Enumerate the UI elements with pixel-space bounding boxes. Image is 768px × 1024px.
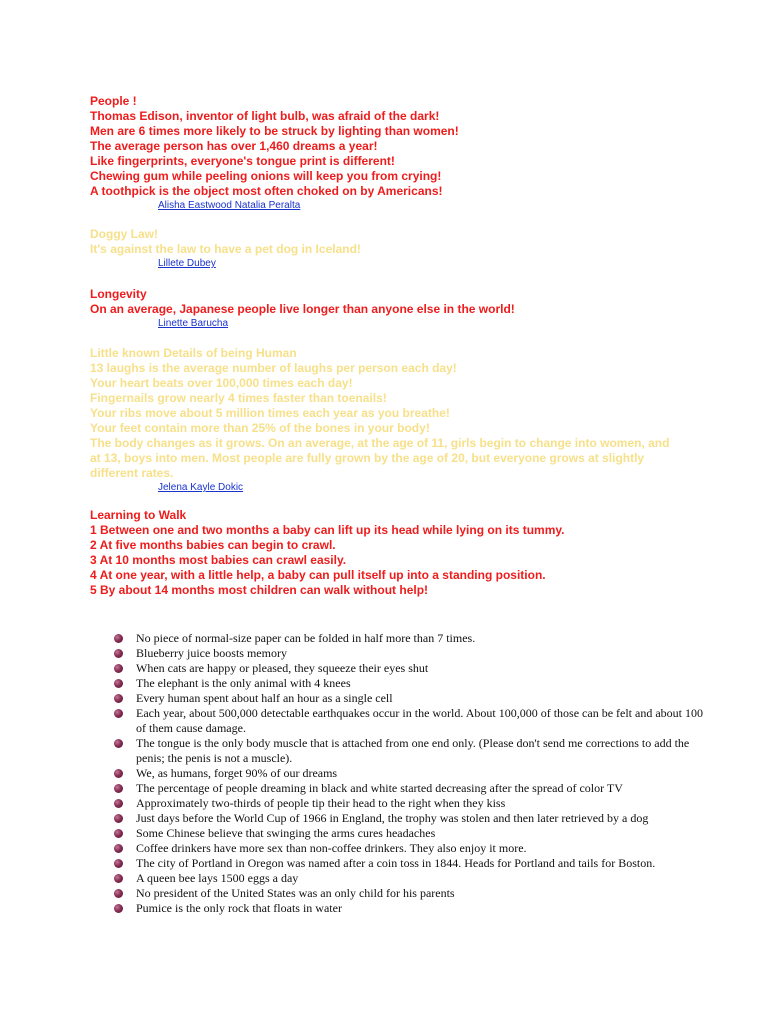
list-item — [112, 811, 712, 826]
fact-line: A toothpick is the object most often choked on by Americans! — [90, 184, 443, 198]
fact-line: Your heart beats over 100,000 times each day! — [90, 376, 353, 390]
author-credit-link[interactable]: Alisha Eastwood Natalia Peralta — [158, 200, 301, 211]
bullet-icon — [114, 649, 123, 658]
list-item-text: Every human spent about half an hour as a single cell — [136, 691, 393, 705]
bullet-icon — [114, 709, 123, 718]
list-item — [112, 766, 712, 781]
fact-bullet-list — [112, 631, 712, 916]
section-longevity — [90, 287, 710, 330]
bullet-icon — [114, 679, 123, 688]
bullet-icon — [114, 739, 123, 748]
bullet-icon — [114, 859, 123, 868]
list-item-text: Some Chinese believe that swinging the arms cures headaches — [136, 826, 436, 840]
bullet-icon — [114, 664, 123, 673]
bullet-icon — [114, 694, 123, 703]
list-item-text: We, as humans, forget 90% of our dreams — [136, 766, 338, 780]
list-item-text: No president of the United States was an only child for his parents — [136, 886, 455, 900]
section-human-details — [90, 346, 710, 494]
bullet-icon — [114, 904, 123, 913]
section-heading: Doggy Law! — [90, 227, 158, 241]
author-credit-link[interactable]: Jelena Kayle Dokic — [158, 482, 244, 493]
fact-line: 13 laughs is the average number of laughs per person each day! — [90, 361, 457, 375]
section-heading: Learning to Walk — [90, 508, 187, 522]
list-item-text: Pumice is the only rock that floats in water — [136, 901, 342, 915]
list-item — [112, 646, 712, 661]
author-credit-link[interactable]: Lillete Dubey — [158, 258, 216, 269]
list-item-text: Each year, about 500,000 detectable earthquakes occur in the world. About 100,000 of those can be felt and about 100 of them cause damage. — [136, 706, 704, 735]
bullet-icon — [114, 889, 123, 898]
fact-line: 1 Between one and two months a baby can lift up its head while lying on its tummy. — [90, 523, 565, 537]
fact-line: 5 By about 14 months most children can walk without help! — [90, 583, 429, 597]
fact-line: Fingernails grow nearly 4 times faster than toenails! — [90, 391, 387, 405]
bullet-icon — [114, 784, 123, 793]
list-item-text: The city of Portland in Oregon was named after a coin toss in 1844. Heads for Portland and tails for Boston. — [136, 856, 656, 870]
list-item-text: The percentage of people dreaming in black and white started decreasing after the spread of color TV — [136, 781, 623, 795]
fact-line: On an average, Japanese people live longer than anyone else in the world! — [90, 302, 515, 316]
fact-line: Thomas Edison, inventor of light bulb, was afraid of the dark! — [90, 109, 440, 123]
list-item — [112, 886, 712, 901]
list-item — [112, 826, 712, 841]
fact-line: Chewing gum while peeling onions will keep you from crying! — [90, 169, 442, 183]
bullet-icon — [114, 814, 123, 823]
fact-line: 3 At 10 months most babies can crawl easily. — [90, 553, 347, 567]
fact-line: Your feet contain more than 25% of the bones in your body! — [90, 421, 430, 435]
list-item-text: Blueberry juice boosts memory — [136, 646, 287, 660]
list-item — [112, 736, 712, 766]
list-item — [112, 856, 712, 871]
bullet-icon — [114, 634, 123, 643]
fact-line: Men are 6 times more likely to be struck by lighting than women! — [90, 124, 459, 138]
section-heading: Little known Details of being Human — [90, 346, 297, 360]
list-item-text: The tongue is the only body muscle that is attached from one end only. (Please don't send me corrections to add the penis; the penis is not a muscle). — [136, 736, 690, 765]
list-item-text: The elephant is the only animal with 4 knees — [136, 676, 351, 690]
list-item — [112, 871, 712, 886]
list-item — [112, 901, 712, 916]
bullet-icon — [114, 799, 123, 808]
fact-line: 4 At one year, with a little help, a baby can pull itself up into a standing position. — [90, 568, 546, 582]
section-doggy-law — [90, 227, 710, 270]
section-people — [90, 94, 710, 212]
section-heading: People ! — [90, 94, 137, 108]
fact-line: The average person has over 1,460 dreams a year! — [90, 139, 378, 153]
list-item — [112, 706, 712, 736]
list-item-text: When cats are happy or pleased, they squeeze their eyes shut — [136, 661, 429, 675]
list-item — [112, 841, 712, 856]
author-credit-link[interactable]: Linette Barucha — [158, 318, 229, 329]
bullet-icon — [114, 874, 123, 883]
list-item-text: No piece of normal-size paper can be folded in half more than 7 times. — [136, 631, 476, 645]
bullet-icon — [114, 844, 123, 853]
list-item — [112, 691, 712, 706]
list-item-text: Just days before the World Cup of 1966 in England, the trophy was stolen and then later retrieved by a dog — [136, 811, 649, 825]
list-item — [112, 676, 712, 691]
list-item — [112, 631, 712, 646]
list-item-text: Approximately two-thirds of people tip their head to the right when they kiss — [136, 796, 506, 810]
fact-line: 2 At five months babies can begin to crawl. — [90, 538, 336, 552]
section-heading: Longevity — [90, 287, 147, 301]
bullet-icon — [114, 769, 123, 778]
list-item — [112, 661, 712, 676]
fact-paragraph: The body changes as it grows. On an average, at the age of 11, girls begin to change into women, and at 13, boys into men. Most people are fully grown by the age of 20, but everyone grows at slightly different rates. — [90, 436, 670, 480]
list-item-text: Coffee drinkers have more sex than non-coffee drinkers. They also enjoy it more. — [136, 841, 527, 855]
list-item — [112, 781, 712, 796]
bullet-icon — [114, 829, 123, 838]
fact-line: Like fingerprints, everyone's tongue print is different! — [90, 154, 395, 168]
list-item — [112, 796, 712, 811]
fact-line: Your ribs move about 5 million times each year as you breathe! — [90, 406, 450, 420]
fact-line: It's against the law to have a pet dog in Iceland! — [90, 242, 361, 256]
section-learning-to-walk — [90, 508, 710, 598]
list-item-text: A queen bee lays 1500 eggs a day — [136, 871, 299, 885]
